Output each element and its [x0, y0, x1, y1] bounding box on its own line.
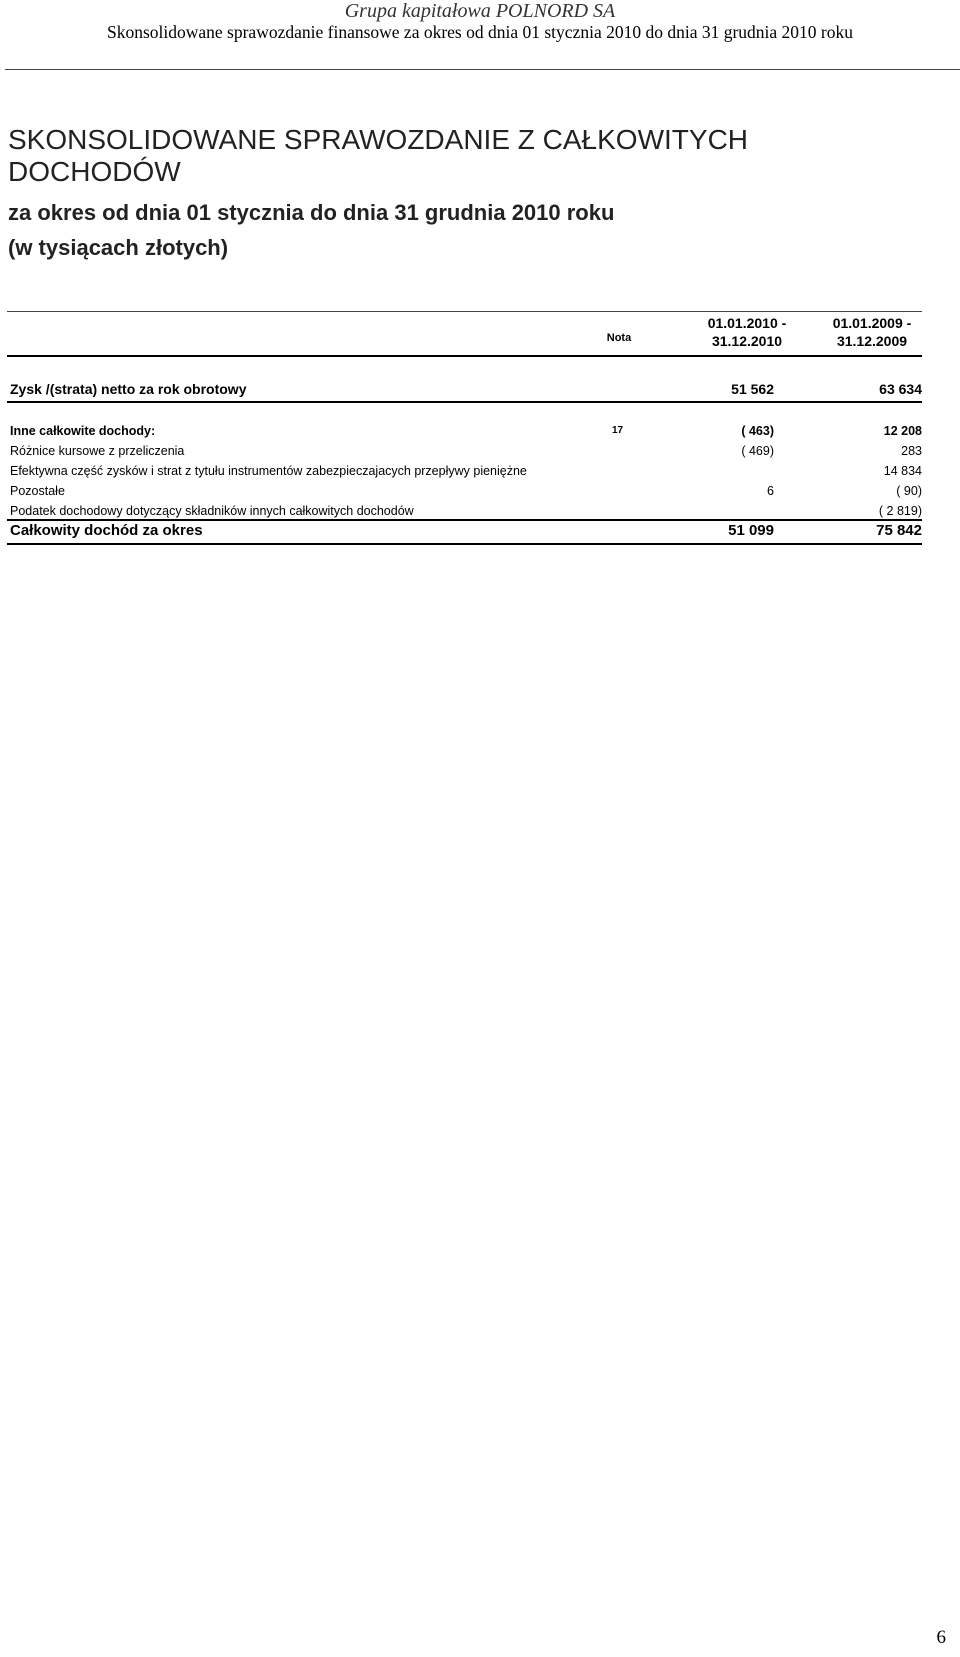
- document-period: za okres od dnia 01 stycznia do dnia 31 grudnia 2010 roku: [8, 200, 615, 225]
- total-rule-bottom: [7, 543, 922, 545]
- row-rule: [7, 401, 922, 403]
- value-2010: ( 469): [741, 444, 774, 458]
- table-top-rule: [7, 311, 922, 312]
- page-number: 6: [936, 1627, 946, 1648]
- value-2010: 51 099: [728, 522, 774, 539]
- table-row: [7, 422, 922, 440]
- row-label: Całkowity dochód za okres: [10, 522, 203, 539]
- total-rule-top: [7, 519, 922, 521]
- table-row: [7, 462, 922, 480]
- company-name: Grupa kapitałowa POLNORD SA: [344, 0, 616, 22]
- value-2009: 63 634: [879, 381, 922, 397]
- document-title: SKONSOLIDOWANE SPRAWOZDANIE Z CAŁKOWITYCH DOCHODÓW: [8, 124, 749, 187]
- value-2010: 51 562: [731, 381, 774, 397]
- value-2009: 12 208: [883, 424, 922, 438]
- document-unit: (w tysiącach złotych): [8, 235, 229, 260]
- value-2009: 75 842: [876, 522, 922, 539]
- row-label: Pozostałe: [10, 484, 65, 498]
- header-divider: [5, 69, 960, 70]
- row-label: Zysk /(strata) netto za rok obrotowy: [10, 381, 247, 397]
- value-2009: 14 834: [883, 464, 922, 478]
- value-2010: ( 463): [741, 424, 774, 438]
- table-row: [7, 482, 922, 500]
- value-2009: ( 2 819): [878, 504, 922, 518]
- row-label: Podatek dochodowy dotyczący składników innych całkowitych dochodów: [10, 504, 414, 518]
- table-row: [7, 442, 922, 460]
- table-row: [7, 502, 922, 520]
- column-header-2009: 01.01.2009 - 31.12.2009: [832, 315, 912, 349]
- nota-column-header: Nota: [606, 332, 632, 344]
- row-note: 17: [612, 425, 624, 436]
- table-row: [7, 380, 922, 398]
- header-rule: [7, 355, 922, 357]
- row-label: Różnice kursowe z przeliczenia: [10, 444, 185, 458]
- value-2009: 283: [901, 444, 922, 458]
- report-subtitle: Skonsolidowane sprawozdanie finansowe za okres od dnia 01 stycznia 2010 do dnia 31 grudnia 2010 roku: [106, 22, 853, 42]
- value-2010: 6: [767, 484, 774, 498]
- row-label: Efektywna część zysków i strat z tytułu instrumentów zabezpieczajacych przepływy pieniężne: [10, 464, 527, 478]
- value-2009: ( 90): [896, 484, 922, 498]
- row-label: Inne całkowite dochody:: [10, 424, 156, 438]
- table-row: [7, 522, 922, 540]
- column-header-2010: 01.01.2010 - 31.12.2010: [707, 315, 787, 349]
